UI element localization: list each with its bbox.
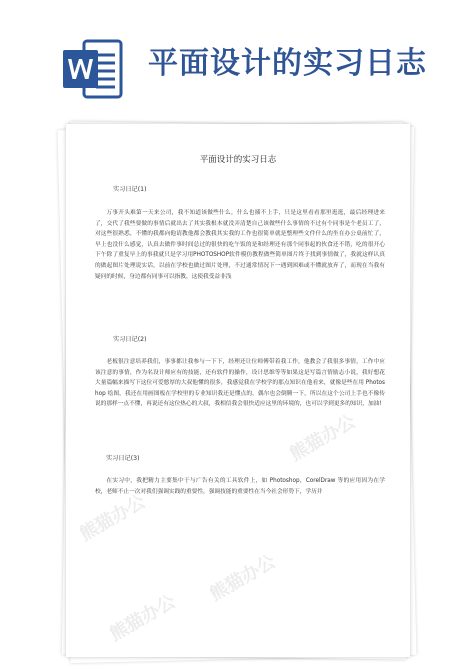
banner <box>0 0 474 128</box>
watermark: 熊猫办公 <box>206 551 280 606</box>
document-title: 平面设计的实习日志 <box>199 155 277 165</box>
document-page <box>66 124 410 657</box>
section-paragraph-2: 老板很注意培养我们，事事都让我参与一下下，经理还让位师傅带着我工作，他教会了我很多事情，工作中应该注意的事情，作为名设计师应有的技能，还有软件的操作，设计思维等等如果这是写篇言情励志小说，我好想花大量篇幅来描写下这位可爱憨厚的大叔他懂的很多，我感觉我在学校学的那点知识在他看来，就像是些在用 Photoshop 绘图，我还在用画图板在学校里的专业知识我还是懂点的，偶尔也会倒腾一下，所以在这个公司上手也不像传说的那样一点不懂，再说还有这位热心的大叔，我相信我会很快适应这里的环境的，也可以学到更多的知识，加油! <box>95 359 385 408</box>
watermark: 熊猫办公 <box>286 411 360 466</box>
section-heading-2: 实习日记(2) <box>113 336 147 343</box>
banner-title: 平面设计的实习日志 <box>148 46 427 81</box>
section-paragraph-1: 万事开头难第一天来公司，我不知道该做些什么，什么也插不上手，只是这里看看那里逛逛，最后经理进来了，交代了我些要做的事情后就出去了其实我根本就没弄清楚自己该做些什么事情的不过有个同事是个老员工了，对这些很熟悉，不懂的我都向他请教他都会教我其实我的工作也很简单就是整理些文件什么的坐在办公桌前忙了，早上也没什么感觉，认真去做件事时间总过的很快的吃午饭的是和经理还有那个同事起的伙食还不错，吃的很开心下午除了重复早上的事我就只是学习用PHOTOSHOP软件模仿教程做些简单图片终于找到事情做了，我就这样认真的做起图片处理说实话，以前在学校也做过图片处理，不过通常情况下一遇到困难或不懂就放弃了，而现在当我有疑问的时候，身边都有同事可以指教，这使我受益非浅 <box>95 210 385 280</box>
watermark: 熊猫办公 <box>106 591 180 646</box>
watermark: 熊猫办公 <box>76 491 150 546</box>
section-paragraph-3: 在实习中，我把精力主要集中于与广告有关的工具软件上，如 Photoshop，CorelDraw 等的应用因为在学校，老师不止一次对我们强调实践的重要性，强调技能的重要性在当今社会形势下，学历并 <box>95 478 385 495</box>
word-document-icon <box>62 38 124 100</box>
section-heading-1: 实习日记(1) <box>113 186 147 193</box>
section-heading-3: 实习日记(3) <box>106 455 140 462</box>
